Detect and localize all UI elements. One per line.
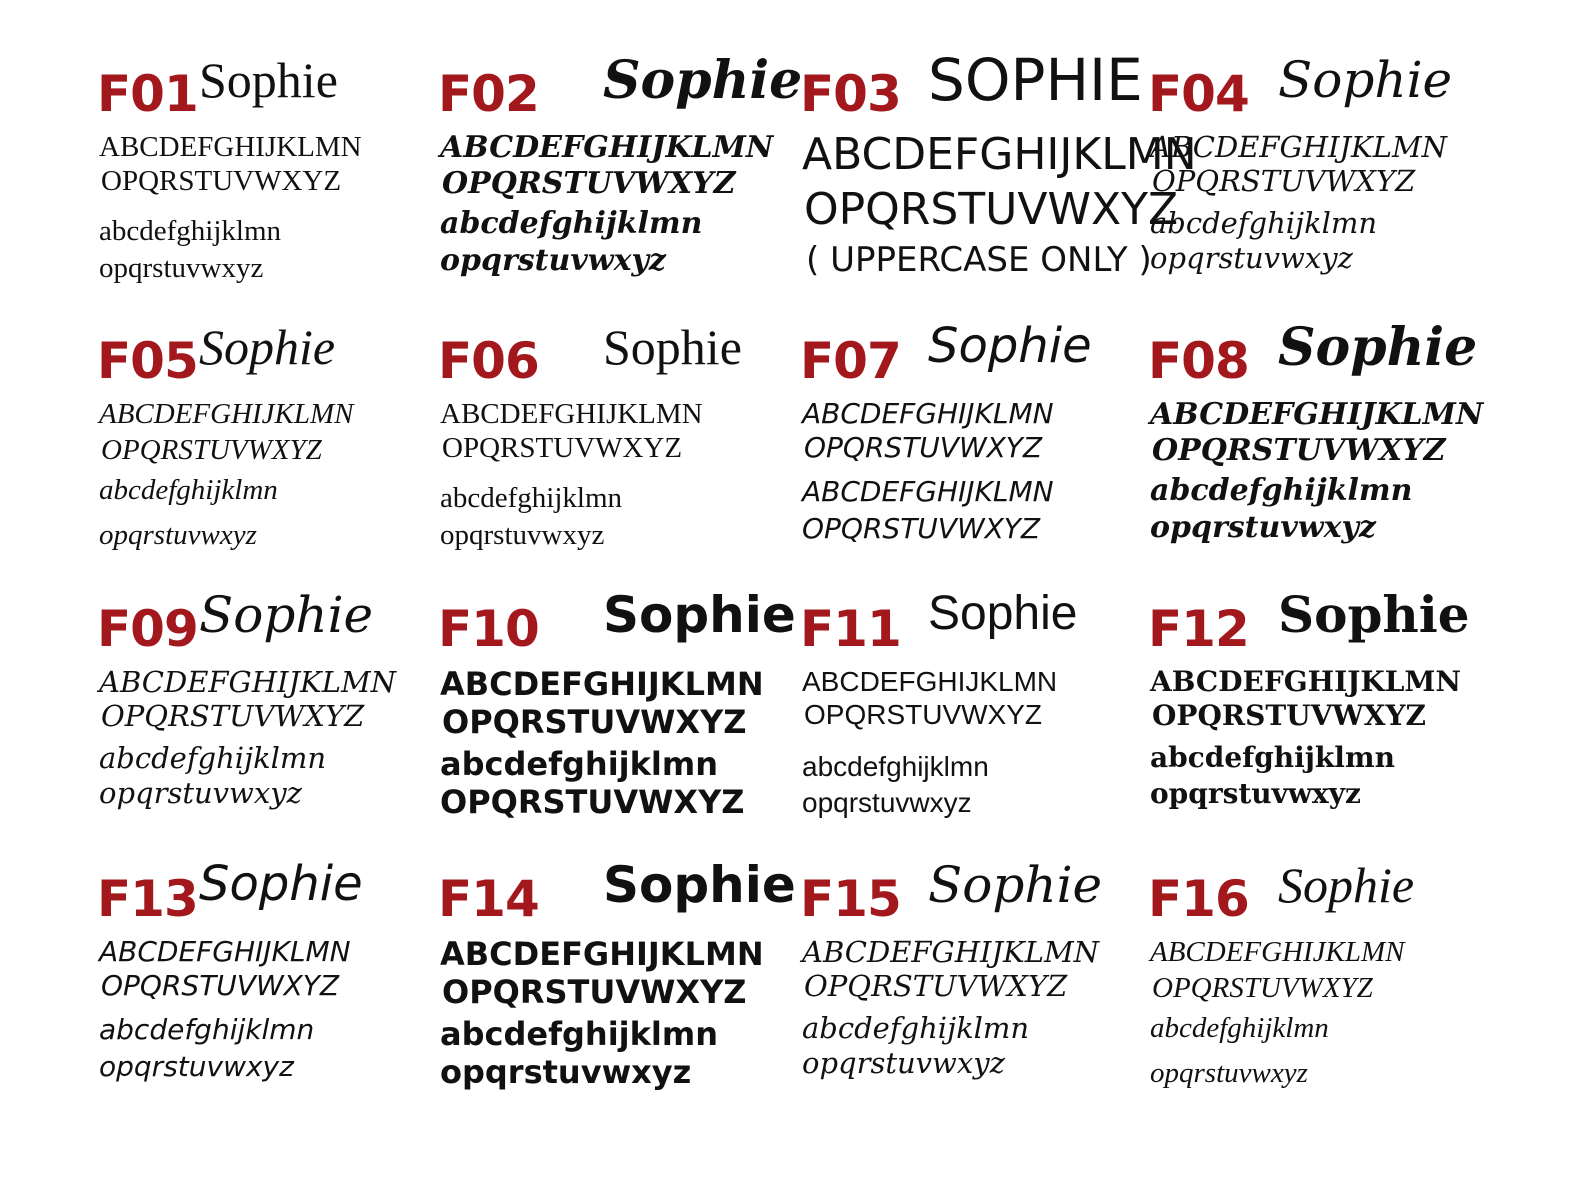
- sample-name: Sophie: [603, 856, 796, 914]
- lowercase-line-2: opqrstuvwxyz: [440, 519, 605, 551]
- lowercase-line-1: abcdefghijklmn: [99, 1013, 315, 1046]
- font-code: F09: [97, 600, 198, 658]
- font-sample-f01: [97, 52, 467, 338]
- uppercase-line-1: ABCDEFGHIJKLMN: [440, 398, 703, 430]
- uppercase-line-1: ABCDEFGHIJKLMN: [1150, 130, 1448, 164]
- uppercase-line-1: ABCDEFGHIJKLMN: [99, 935, 351, 968]
- sample-name: Sophie: [928, 318, 1092, 374]
- lowercase-line-1: abcdefghijklmn: [99, 215, 282, 247]
- font-sample-f09: [97, 586, 467, 873]
- uppercase-line-1: ABCDEFGHIJKLMN: [440, 935, 764, 973]
- font-sample-f04: [1148, 51, 1518, 338]
- font-code: F02: [438, 65, 539, 123]
- lowercase-line-2: OPQRSTUVWXYZ: [440, 783, 745, 821]
- lowercase-line-1: abcdefghijklmn: [440, 482, 623, 514]
- font-sample-f10: [438, 586, 808, 873]
- font-code: F10: [438, 600, 539, 658]
- font-sample-f03: [800, 46, 1197, 338]
- uppercase-line-1: ABCDEFGHIJKLMN: [1150, 936, 1405, 968]
- uppercase-line-2: OPQRSTUVWXYZ: [1152, 433, 1446, 468]
- font-sample-f05: [97, 319, 467, 605]
- uppercase-line-1: ABCDEFGHIJKLMN: [99, 398, 354, 430]
- font-sample-f13: [97, 856, 467, 1143]
- font-code: F07: [800, 332, 901, 390]
- lowercase-line-2: opqrstuvwxyz: [440, 243, 666, 278]
- uppercase-line-2: OPQRSTUVWXYZ: [101, 434, 322, 466]
- lowercase-line-2: opqrstuvwxyz: [99, 1050, 294, 1083]
- uppercase-only-note: ( UPPERCASE ONLY ): [806, 240, 1152, 280]
- uppercase-line-1: ABCDEFGHIJKLMN: [99, 665, 397, 699]
- sample-name: Sophie: [928, 856, 1103, 914]
- lowercase-line-1: abcdefghijklmn: [1150, 206, 1378, 240]
- lowercase-line-2: opqrstuvwxyz: [1150, 1057, 1308, 1089]
- uppercase-line-2: OPQRSTUVWXYZ: [1152, 699, 1426, 732]
- uppercase-line-2: OPQRSTUVWXYZ: [442, 973, 747, 1011]
- uppercase-line-1: ABCDEFGHIJKLMN: [1150, 665, 1462, 698]
- uppercase-line-1: ABCDEFGHIJKLMN: [99, 131, 362, 163]
- uppercase-line-1: ABCDEFGHIJKLMN: [440, 665, 764, 703]
- sample-name: Sophie: [199, 319, 336, 375]
- lowercase-line-2: opqrstuvwxyz: [802, 1046, 1005, 1080]
- uppercase-line-2: OPQRSTUVWXYZ: [804, 431, 1043, 464]
- lowercase-line-2: opqrstuvwxyz: [802, 787, 972, 818]
- lowercase-line-1: abcdefghijklmn: [440, 206, 703, 241]
- lowercase-line-1: abcdefghijklmn: [440, 745, 718, 783]
- sample-name: Sophie: [199, 586, 374, 644]
- font-sample-f14: [438, 856, 808, 1143]
- lowercase-line-1: ABCDEFGHIJKLMN: [802, 475, 1054, 508]
- font-sample-f02: [438, 50, 808, 338]
- uppercase-line-2: OPQRSTUVWXYZ: [804, 699, 1043, 730]
- font-sample-f16: [1148, 857, 1518, 1143]
- font-code: F03: [800, 65, 901, 123]
- lowercase-line-2: opqrstuvwxyz: [440, 1053, 692, 1091]
- font-code: F11: [800, 600, 901, 658]
- uppercase-line-2: OPQRSTUVWXYZ: [1152, 164, 1416, 198]
- lowercase-line-1: abcdefghijklmn: [1150, 1012, 1329, 1044]
- lowercase-line-1: abcdefghijklmn: [99, 474, 278, 506]
- font-sample-f11: [800, 587, 1170, 873]
- font-sample-f08: [1148, 317, 1518, 605]
- lowercase-line-2: OPQRSTUVWXYZ: [802, 512, 1041, 545]
- sample-name: Sophie: [603, 50, 803, 111]
- sample-name: Sophie: [603, 319, 742, 375]
- sample-name: Sophie: [928, 587, 1078, 640]
- uppercase-line-1: ABCDEFGHIJKLMN: [802, 397, 1054, 430]
- sample-name: Sophie: [1278, 857, 1415, 913]
- font-sample-f15: [800, 856, 1170, 1143]
- font-sample-f06: [438, 319, 808, 605]
- sample-name: Sophie: [1278, 51, 1453, 109]
- sample-name: Sophie: [1278, 317, 1478, 378]
- uppercase-line-1: ABCDEFGHIJKLMN: [802, 666, 1058, 697]
- uppercase-line-2: OPQRSTUVWXYZ: [804, 184, 1179, 235]
- lowercase-line-2: opqrstuvwxyz: [99, 519, 257, 551]
- sample-name: Sophie: [199, 52, 338, 108]
- lowercase-line-2: opqrstuvwxyz: [99, 252, 264, 284]
- lowercase-line-1: abcdefghijklmn: [802, 1011, 1030, 1045]
- sample-name: SOPHIE: [928, 46, 1143, 114]
- font-code: F13: [97, 870, 198, 928]
- uppercase-line-2: OPQRSTUVWXYZ: [101, 969, 340, 1002]
- uppercase-line-2: OPQRSTUVWXYZ: [442, 432, 683, 464]
- lowercase-line-1: abcdefghijklmn: [1150, 741, 1395, 774]
- font-code: F01: [97, 65, 198, 123]
- font-code: F16: [1148, 870, 1249, 928]
- uppercase-line-2: OPQRSTUVWXYZ: [101, 699, 365, 733]
- lowercase-line-2: opqrstuvwxyz: [1150, 241, 1353, 275]
- uppercase-line-2: OPQRSTUVWXYZ: [101, 165, 342, 197]
- font-code: F06: [438, 332, 539, 390]
- sample-name: Sophie: [1278, 585, 1470, 644]
- lowercase-line-2: opqrstuvwxyz: [99, 776, 302, 810]
- lowercase-line-2: opqrstuvwxyz: [1150, 510, 1376, 545]
- lowercase-line-1: abcdefghijklmn: [802, 751, 989, 782]
- lowercase-line-2: opqrstuvwxyz: [1150, 777, 1361, 810]
- lowercase-line-1: abcdefghijklmn: [1150, 473, 1413, 508]
- font-sample-f07: [800, 318, 1170, 605]
- uppercase-line-2: OPQRSTUVWXYZ: [442, 166, 736, 201]
- uppercase-line-1: ABCDEFGHIJKLMN: [1150, 397, 1484, 432]
- font-code: F08: [1148, 332, 1249, 390]
- sample-name: Sophie: [199, 856, 363, 912]
- font-code: F04: [1148, 65, 1249, 123]
- uppercase-line-2: OPQRSTUVWXYZ: [804, 969, 1068, 1003]
- font-code: F12: [1148, 600, 1249, 658]
- lowercase-line-1: abcdefghijklmn: [440, 1015, 718, 1053]
- uppercase-line-1: ABCDEFGHIJKLMN: [440, 130, 774, 165]
- uppercase-line-2: OPQRSTUVWXYZ: [1152, 972, 1373, 1004]
- lowercase-line-1: abcdefghijklmn: [99, 741, 327, 775]
- uppercase-line-1: ABCDEFGHIJKLMN: [802, 935, 1100, 969]
- font-code: F05: [97, 332, 198, 390]
- font-code: F15: [800, 870, 901, 928]
- font-sample-f12: [1148, 585, 1518, 873]
- uppercase-line-1: ABCDEFGHIJKLMN: [802, 129, 1197, 180]
- sample-name: Sophie: [603, 586, 796, 644]
- font-code: F14: [438, 870, 539, 928]
- uppercase-line-2: OPQRSTUVWXYZ: [442, 703, 747, 741]
